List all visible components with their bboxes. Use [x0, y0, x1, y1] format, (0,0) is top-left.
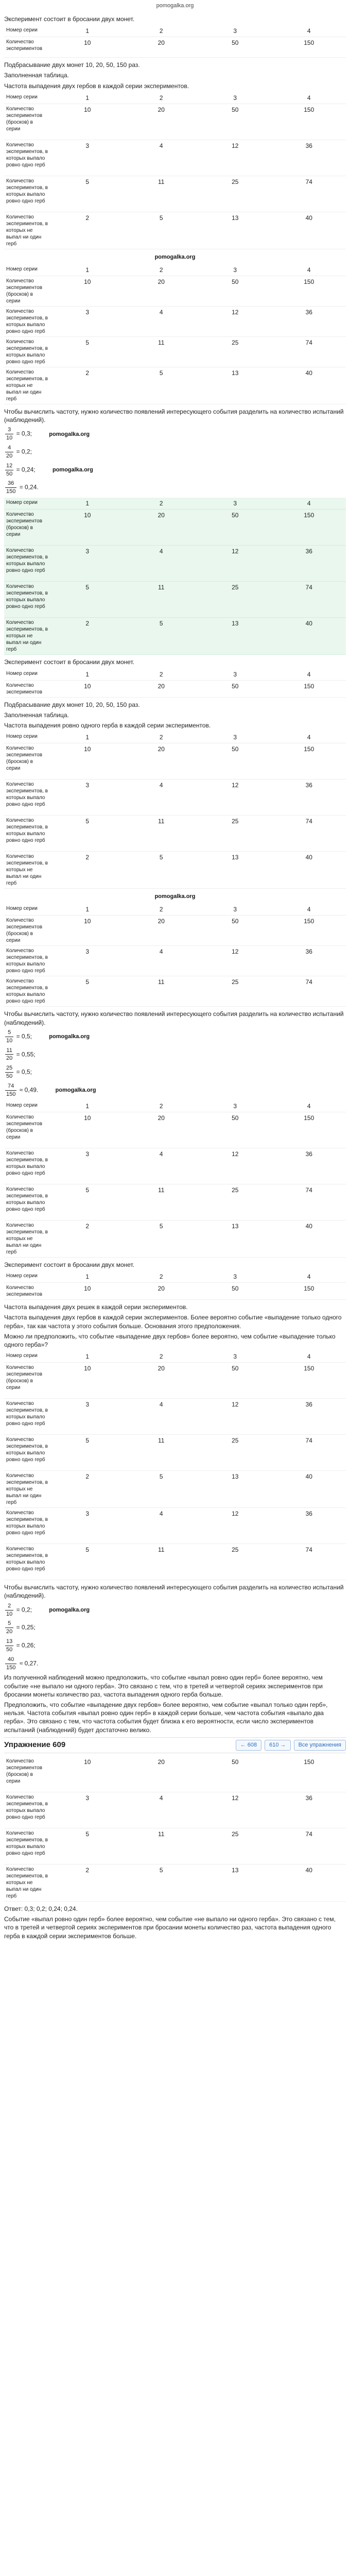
- experiment-table-full: Номер серии 1 2 3 4 Количество экспериментов (бросков) в серии 10 20 50 150 Количество экспериментов, в которых выпало ровно одно герб 3 4 12 36 Количество экспериментов, в которых выпало ровно одно герб 5 11 25 74 Количество экспериментов, в которых не выпал ни один герб 2 5 13 40: [4, 92, 346, 249]
- text-conclusion-1: Из полученной наблюдений можно предположить, что событие «выпал ровно один герб» более вероятно, чем событие «не выпало ни одного герба». Это связано с тем, что в третей и четвертой сериях экспериментов при бросании монеты количество раз, частота выпадения одного герба больше.: [4, 1674, 323, 1698]
- prev-exercise-button[interactable]: ← 608: [236, 1740, 261, 1751]
- formula-f2: $\frac{4}{20}$ = 0,2;: [6, 445, 32, 459]
- formula-h4: $\frac{40}{150}$ ≈ 0,27.: [6, 1656, 39, 1671]
- formula-h2: $\frac{5}{20}$ = 0,25;: [6, 1620, 36, 1635]
- intro-text: Эксперимент состоит в бросании двух монет.: [4, 15, 135, 23]
- exercise-nav: [4, 1737, 346, 1753]
- text-series: Подбрасывание двух монет 10, 20, 50, 150 раз.: [4, 61, 140, 69]
- formula-g4: $\frac{74}{150}$ ≈ 0,49. pomogalka.org: [6, 1082, 96, 1097]
- formula-f1: $\frac{3}{10}$ = 0,3; pomogalka.org: [6, 427, 90, 442]
- text-freq-two: Частота выпадения двух гербов в каждой серии экспериментов.: [4, 82, 189, 90]
- formula-h1: $\frac{2}{10}$ = 0,2; pomogalka.org: [6, 1602, 90, 1617]
- text-freq-one: Частота выпадения ровно одного герба в каждой серии экспериментов.: [4, 722, 211, 730]
- formula-g1: $\frac{5}{10}$ = 0,5; pomogalka.org: [6, 1029, 90, 1044]
- page: pomogalka.org Эксперимент состоит в бросании двух монет. Номер серии 1 2 3 4 Количество экспериментов 10 20 50 150 Подбрасывание двух монет 10, 20, 50, 150 раз. Заполненная таблица. Частота выпадения двух гербов в каждой серии экспериментов. Номер серии 1 2 3 4 Количество экспериментов (бросков) в серии 10 20 50 150 Количество экспериментов, в которых выпало ровно одно герб 3 4 12 36 Количество экспериментов, в которых выпало ровно одно герб 5 11 25 74 Количество экспериментов, в которых не выпал ни один герб 2 5 13 40 pomogalka.org Номер серии 1 2 3 4 Количество экспериментов (бросков) в серии 10 20 50 150 Количество экспериментов, в которых выпало ровно одно герб 3 4 12 36 Количество экспериментов, в которых выпало ровно одно герб 5 11 25 74 Количество экспериментов, в которых не выпал ни один герб 2 5 13 40 Чтобы вычислить частоту, нужно количество появлений интересующего события разделить на количество испытаний (наблюдений). $\frac{3}{10}$ = 0,3; pomogalka.org $\frac{4}{20}$ = 0,2; $\frac{12}{50}$ = 0,24; pomogalka.org $\frac{36}{150}$ = 0,24. Номер серии 1 2 3 4 Количество экспериментов (бросков) в серии 10 20 50 150 Количество экспериментов, в которых выпало ровно одно герб 3 4 12 36 Количество экспериментов, в которых выпало ровно одно герб 5 11 25 74 Количество экспериментов, в которых не выпал ни один герб 2 5 13 40 Эксперимент состоит в бросании двух монет. Номер серии 1 2 3 4 Количество экспериментов 10 20 50 150 Подбрасывание двух монет 10, 20, 50, 150 раз. Заполненная таблица. Частота выпадения ровно одного герба в каждой серии экспериментов. Номер серии 1 2 3 4 Количество экспериментов (бросков) в серии 10 20 50 150 Количество экспериментов, в которых выпало ровно одно герб 3 4 12 36 Количество экспериментов, в которых выпало ровно одно герб 5 11 25 74 Количество экспериментов, в которых не выпал ни один герб 2 5 13 40 pomogalka.org Номер серии 1 2 3 4 Количество экспериментов (бросков) в серии 10 20 50 150 Количество экспериментов, в которых выпало ровно одно герб 3 4 12 36 Количество экспериментов, в которых выпало ровно одно герб 5 11 25 74 Чтобы вычислить частоту, нужно количество появлений интересующего события разделить на количество испытаний (наблюдений). $\frac{5}{10}$ = 0,5; pomogalka.org $\frac{11}{20}$ = 0,55; $\frac{25}{50}$ = 0,5; $\frac{74}{150}$ ≈ 0,49. pomogalka.org Номер серии 1 2 3 4 Количество экспериментов (бросков) в серии 10 20 50 150 Количество экспериментов, в которых выпало ровно одно герб 3 4 12 36 Количество экспериментов, в которых выпало ровно одно герб 5 11 25 74 Количество экспериментов, в которых не выпал ни один герб 2 5 13 40 Эксперимент состоит в бросании двух монет. Номер серии 1 2 3 4 Количество экспериментов 10 20 50 150 Частота выпадения двух решек в каждой серии экспериментов. Частота выпадения двух гербов в каждой серии экспериментов. Более вероятно событие «выпадение только одного герба», так как частота у этого события больше. Основания этого предположения. Можно ли предположить, что событие «выпадение двух гербов» более вероятно, чем событие «выпадение только одного герба»? Номер серии 1 2 3 4 Количество экспериментов (бросков) в серии 10 20 50 150 Количество экспериментов, в которых выпало ровно одно герб 3 4 12 36 Количество экспериментов, в которых выпало ровно одно герб 5 11 25 74 Количество экспериментов, в которых не выпал ни один герб 2 5 13 40 Количество экспериментов, в которых выпало ровно одно герб 3 4 12 36 Количество экспериментов, в которых выпало ровно одно герб 5 11 25 74 Чтобы вычислить частоту, нужно количество появлений интересующего события разделить на количество испытаний (наблюдений). $\frac{2}{10}$ = 0,2; pomogalka.org $\frac{5}{20}$ = 0,25; $\frac{13}{50}$ = 0,26; $\frac{40}{150}$ ≈ 0,27. Из полученной наблюдений можно предположить, что событие «выпал ровно один герб» более вероятно, чем событие «не выпало ни одного герба». Это связано с тем, что в третей и четвертой сериях экспериментов при бросании монеты количество раз, частота выпадения одного герба больше. Предположить, что событие «выпадение двух гербов» более вероятно, чем событие «выпал только один герб», нельзя. Частота события «выпал ровно один герб» в каждой серии больше, чем частота события «выпало два герба». Это связано с тем, что частота события будет близка к его вероятности, если число экспериментов испытаний (наблюдений) будет достаточно велико. Упражнение 609 ← 608 610 → Все упражнения Количество экспериментов (бросков) в серии 10 20 50 150 Количество экспериментов, в которых выпало ровно одно герб 3 4 12 36 Количество экспериментов, в которых выпало ровно одно герб 5 11 25 74 Количество экспериментов, в которых не выпал ни один герб 2 5 13 40 Ответ: 0,3; 0,2; 0,24; 0,24. Событие «выпал ровно один герб» более вероятно, чем событие «не выпало ни одного герба». Это связано с тем, что в третей и четвертой сериях экспериментов при бросании монеты количество раз, частота выпадения одного герба в каждой серии экспериментов больше.: [0, 0, 350, 1948]
- experiment-table-final: Количество экспериментов (бросков) в серии 10 20 50 150 Количество экспериментов, в которых выпало ровно одно герб 3 4 12 36 Количество экспериментов, в которых выпало ровно одно герб 5 11 25 74 Количество экспериментов, в которых не выпал ни один герб 2 5 13 40: [4, 1756, 346, 1902]
- experiment-table-one-a: Номер серии 1 2 3 4 Количество экспериментов (бросков) в серии 10 20 50 150 Количество экспериментов, в которых выпало ровно одно герб 3 4 12 36 Количество экспериментов, в которых выпало ровно одно герб 5 11 25 74 Количество экспериментов, в которых не выпал ни один герб 2 5 13 40: [4, 732, 346, 889]
- experiment-table-highlight: Номер серии 1 2 3 4 Количество экспериментов (бросков) в серии 10 20 50 150 Количество экспериментов, в которых выпало ровно одно герб 3 4 12 36 Количество экспериментов, в которых выпало ровно одно герб 5 11 25 74 Количество экспериментов, в которых не выпал ни один герб 2 5 13 40: [4, 498, 346, 655]
- text-freq-none: Частота выпадения двух решек в каждой серии экспериментов.: [4, 1303, 188, 1311]
- experiment-table-full-2: Номер серии 1 2 3 4 Количество экспериментов (бросков) в серии 10 20 50 150 Количество экспериментов, в которых выпало ровно одно герб 3 4 12 36 Количество экспериментов, в которых выпало ровно одно герб 5 11 25 74 Количество экспериментов, в которых не выпал ни один герб 2 5 13 40: [4, 264, 346, 404]
- experiment-table-empty-2: Номер серии 1 2 3 4 Количество экспериментов 10 20 50 150: [4, 669, 346, 698]
- text-freq-rule: Чтобы вычислить частоту, нужно количество появлений интересующего события разделить на количество испытаний (наблюдений).: [4, 408, 344, 424]
- formula-g3: $\frac{25}{50}$ = 0,5;: [6, 1065, 32, 1080]
- experiment-table-empty: Номер серии 1 2 3 4 Количество экспериментов 10 20 50 150: [4, 25, 346, 58]
- answer-line: Ответ: 0,3; 0,2; 0,24; 0,24.: [4, 1905, 78, 1913]
- formula-h3: $\frac{13}{50}$ = 0,26;: [6, 1638, 36, 1653]
- formula-g2: $\frac{11}{20}$ = 0,55;: [6, 1047, 36, 1062]
- text-intro-2: Эксперимент состоит в бросании двух монет.: [4, 658, 135, 666]
- formula-f4: $\frac{36}{150}$ = 0,24.: [6, 480, 39, 495]
- text-filled: Заполненная таблица.: [4, 72, 69, 79]
- text-conclusion-3: Событие «выпал ровно один герб» более вероятно, чем событие «не выпало ни одного герба». Это связано с тем, что в третей и четвертой сериях экспериментов при бросании монеты количество раз, частота выпадения одного герба в каждой серии экспериментов больше.: [4, 1916, 336, 1940]
- watermark: pomogalka.org: [154, 253, 196, 260]
- site-header: pomogalka.org: [156, 3, 194, 9]
- nav-controls: [236, 1740, 346, 1751]
- next-exercise-button[interactable]: 610 →: [265, 1740, 290, 1751]
- exercise-title: Упражнение 609: [4, 1740, 66, 1750]
- experiment-table-none-b: Номер серии 1 2 3 4 Количество экспериментов (бросков) в серии 10 20 50 150 Количество экспериментов, в которых выпало ровно одно герб 3 4 12 36 Количество экспериментов, в которых выпало ровно одно герб 5 11 25 74 Количество экспериментов, в которых не выпал ни один герб 2 5 13 40 Количество экспериментов, в которых выпало ровно одно герб 3 4 12 36 Количество экспериментов, в которых выпало ровно одно герб 5 11 25 74: [4, 1351, 346, 1580]
- experiment-table-one-b: Номер серии 1 2 3 4 Количество экспериментов (бросков) в серии 10 20 50 150 Количество экспериментов, в которых выпало ровно одно герб 3 4 12 36 Количество экспериментов, в которых выпало ровно одно герб 5 11 25 74: [4, 904, 346, 1007]
- text-conclusion-2: Предположить, что событие «выпадение двух гербов» более вероятно, чем событие «выпал только один герб», нельзя. Частота события «выпал ровно один герб» в каждой серии больше, чем частота события «выпало два герба». Это связано с тем, что частота события будет близка к его вероятности, если число экспериментов испытаний (наблюдений) будет достаточно велико.: [4, 1701, 328, 1734]
- formula-f3: $\frac{12}{50}$ = 0,24; pomogalka.org: [6, 462, 93, 477]
- row-label: Номер серии: [4, 25, 50, 37]
- experiment-table-none-a: Номер серии 1 2 3 4 Количество экспериментов (бросков) в серии 10 20 50 150 Количество экспериментов, в которых выпало ровно одно герб 3 4 12 36 Количество экспериментов, в которых выпало ровно одно герб 5 11 25 74 Количество экспериментов, в которых не выпал ни один герб 2 5 13 40: [4, 1100, 346, 1258]
- experiment-table-empty-3: Номер серии 1 2 3 4 Количество экспериментов 10 20 50 150: [4, 1271, 346, 1300]
- all-exercises-button[interactable]: Все упражнения: [294, 1740, 346, 1751]
